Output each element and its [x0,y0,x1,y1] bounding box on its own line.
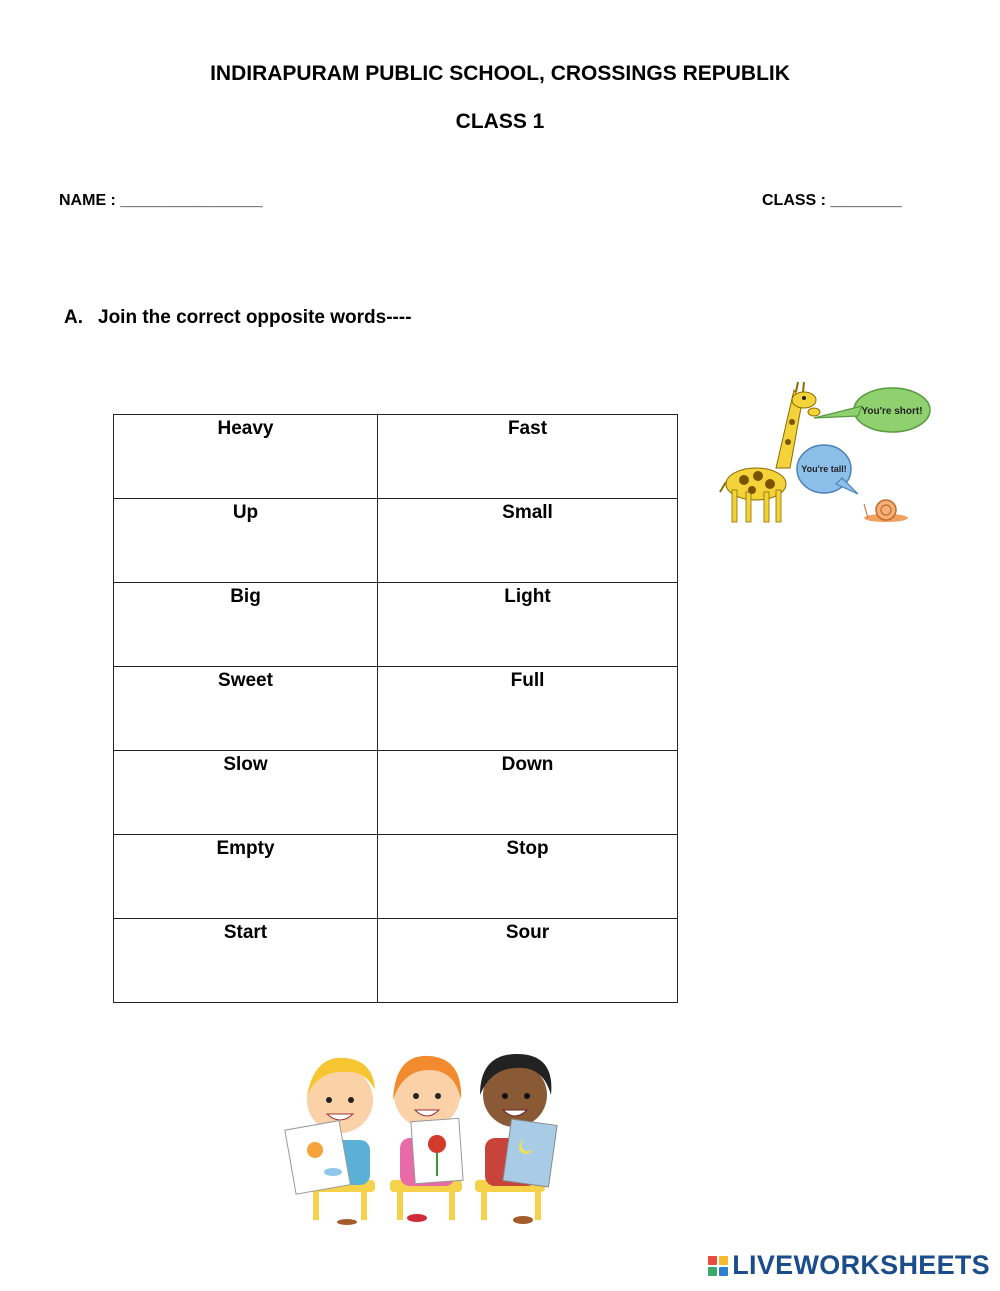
left-word: Up [232,502,259,523]
child-blond-icon [285,1058,375,1225]
left-word-cell[interactable] [114,667,378,751]
liveworksheets-logo [708,1250,990,1281]
table-row [114,835,678,919]
section-number: A. [64,307,83,328]
right-word: Fast [507,418,548,439]
speech-bubble-short [814,388,930,432]
right-word: Full [510,670,545,691]
left-word-cell[interactable] [114,415,378,499]
right-word: Sour [505,922,550,943]
left-word-cell[interactable] [114,751,378,835]
left-word: Start [223,922,268,943]
left-word: Big [230,586,261,607]
class-title: CLASS 1 [455,110,545,133]
school-name: INDIRAPURAM PUBLIC SCHOOL, CROSSINGS REPUBLIK [210,62,790,85]
name-field: NAME : ________________ [59,192,263,209]
opposites-table [113,414,678,1003]
children-drawing-illustration [285,1040,570,1225]
svg-text:You're tall!: You're tall! [801,464,847,474]
right-word: Stop [506,838,549,859]
snail-icon [864,500,908,522]
table-row [114,667,678,751]
table-row [114,415,678,499]
class-field: CLASS : ________ [762,192,902,209]
left-word-cell[interactable] [114,835,378,919]
left-word-cell[interactable] [114,583,378,667]
table-row [114,499,678,583]
right-word-cell[interactable] [378,499,678,583]
section-instruction [64,307,412,329]
table-row [114,583,678,667]
right-word-cell[interactable] [378,835,678,919]
child-dark-hair-icon [475,1054,557,1224]
right-word: Down [501,754,554,775]
svg-text:You're short!: You're short! [861,406,923,417]
logo-blocks-icon [708,1256,728,1276]
speech-bubble-tall [797,445,858,494]
left-word-cell[interactable] [114,919,378,1003]
left-word: Sweet [218,670,273,691]
instruction-text: Join the correct opposite words---- [98,307,412,328]
left-word: Empty [216,838,275,859]
right-word: Light [504,586,551,607]
right-word: Small [502,502,553,523]
left-word: Heavy [217,418,274,439]
giraffe-snail-illustration [716,372,923,532]
right-word-cell[interactable] [378,919,678,1003]
right-word-cell[interactable] [378,583,678,667]
right-word-cell[interactable] [378,751,678,835]
left-word: Slow [223,754,268,775]
left-word-cell[interactable] [114,499,378,583]
table-row [114,919,678,1003]
child-girl-icon [390,1056,463,1222]
table-row [114,751,678,835]
right-word-cell[interactable] [378,667,678,751]
brand-text: LIVEWORKSHEETS [732,1250,990,1280]
right-word-cell[interactable] [378,415,678,499]
